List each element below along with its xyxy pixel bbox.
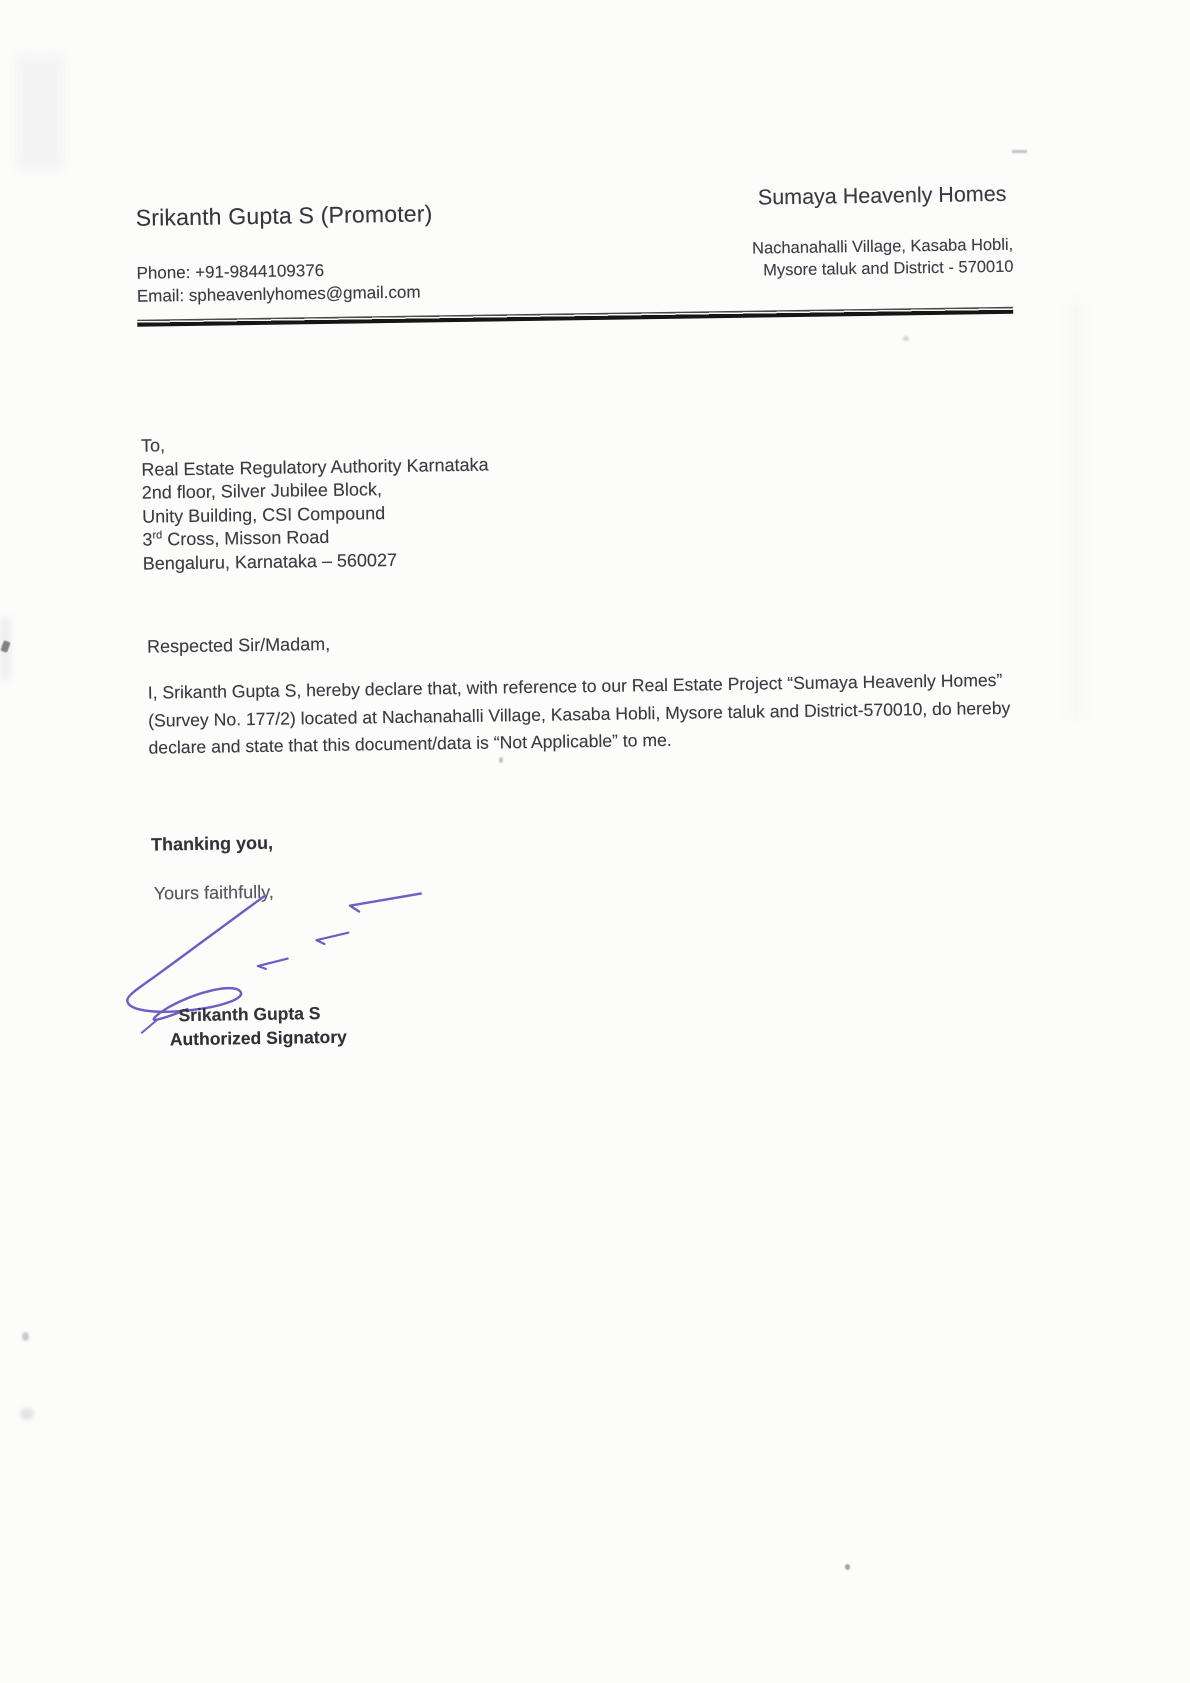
letter-paragraph: I, Srikanth Gupta S, hereby declare that, with reference to our Real Estate Project “Sumaya Heavenly Homes” (Survey No. 177/2) located at Nachanahalli Village, Kasaba Hobli, Mysore taluk and District-570010, do hereby declare and state that this document/data is “Not Applicable” to me. — [147, 669, 1011, 758]
promoter-name: Srikanth Gupta S (Promoter) — [135, 200, 433, 231]
letter-thanking: Thanking you, — [150, 832, 274, 855]
promoter-email: Email: spheavenlyhomes@gmail.com — [136, 282, 421, 306]
signature-stroke-dash1 — [350, 894, 421, 912]
company-address — [752, 234, 1014, 282]
company-address-line2: Mysore taluk and District - 570010 — [763, 257, 1014, 280]
company-address-line1: Nachanahalli Village, Kasaba Hobli, — [751, 235, 1014, 258]
recipient-line4-number: 3 — [142, 529, 153, 551]
recipient-line4-ordinal: rd — [152, 529, 163, 542]
promoter-phone: Phone: +91-9844109376 — [136, 260, 325, 283]
signature-stroke-tail — [142, 1020, 158, 1033]
signatory-title: Authorized Signatory — [169, 1026, 347, 1050]
signature-stroke-dash3 — [258, 959, 288, 969]
company-name: Sumaya Heavenly Homes — [757, 181, 1007, 210]
recipient-line5: Bengaluru, Karnataka – 560027 — [142, 549, 398, 574]
letter-valediction: Yours faithfully, — [153, 881, 274, 904]
signature-stroke-main — [126, 896, 267, 1020]
recipient-line3: Unity Building, CSI Compound — [141, 502, 386, 527]
letter-greeting: Respected Sir/Madam, — [146, 633, 331, 657]
recipient-salutation: To, — [140, 435, 166, 456]
recipient-line4-rest: Cross, Misson Road — [162, 527, 330, 550]
signatory-name: Srikanth Gupta S — [178, 1003, 321, 1026]
recipient-line2: 2nd floor, Silver Jubilee Block, — [141, 479, 383, 503]
recipient-line1: Real Estate Regulatory Authority Karnataka — [141, 454, 489, 480]
recipient-address — [141, 430, 490, 577]
promoter-contact — [136, 258, 420, 308]
letterhead-divider — [137, 307, 1013, 327]
signature-stroke-dash2 — [316, 933, 348, 944]
